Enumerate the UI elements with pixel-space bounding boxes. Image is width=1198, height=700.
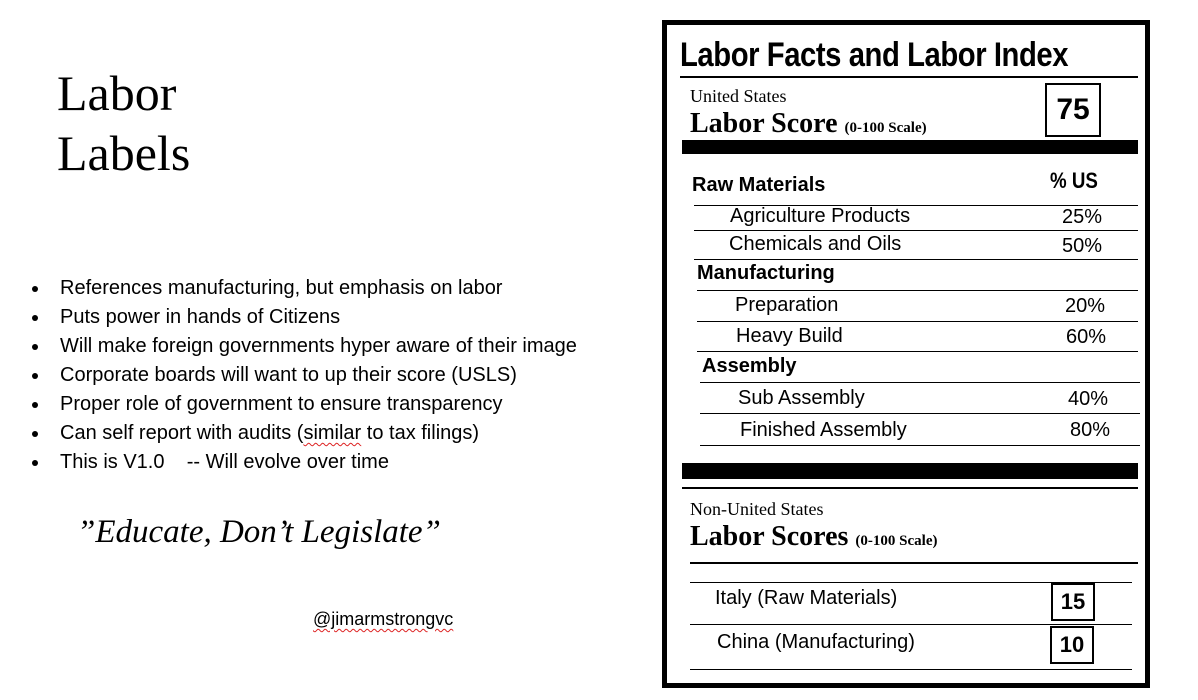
pct-heavy-build: 60% [1066,326,1107,348]
row-divider [690,624,1132,625]
bullet-item [30,303,577,332]
row-divider [694,230,1138,231]
us-country-name: United States [690,86,787,106]
bullet-text: Will make foreign governments hyper aware of their image [60,335,577,357]
us-score-box [1045,83,1101,137]
bullet-text: This is V1.0 -- Will evolve over time [60,451,389,473]
pct-agriculture-products: 25% [1062,206,1103,228]
row-divider [700,445,1140,446]
us-score-label [690,108,927,140]
row-divider [697,351,1138,352]
bullet-dot-icon [32,431,38,437]
bullet-dot-icon [32,402,38,408]
bullet-text: to tax filings) [361,422,480,444]
section-raw-materials: Raw Materials [692,174,826,196]
row-finished-assembly: Finished Assembly [740,419,907,441]
bullet-dot-icon [32,460,38,466]
pct-preparation: 20% [1065,295,1106,317]
bullet-item [30,361,577,390]
row-divider [700,413,1140,414]
bullet-dot-icon [32,286,38,292]
row-preparation: Preparation [735,294,839,316]
non-us-score-label [690,521,937,553]
divider [690,562,1138,564]
row-divider [694,259,1138,260]
china-score-value: 10 [1059,632,1085,657]
row-divider [697,321,1138,322]
quote: ”Educate, Don’t Legislate” [77,514,441,550]
pct-chemicals-and-oils: 50% [1062,235,1103,257]
bullet-text: Puts power in hands of Citizens [60,306,341,328]
divider [680,76,1138,78]
non-us-score-label-text: Labor Scores [690,521,849,552]
china-score-box [1050,626,1094,664]
row-heavy-build: Heavy Build [736,325,843,347]
section-assembly: Assembly [702,355,797,377]
bullet-text: Proper role of government to ensure transparency [60,393,503,415]
author-handle: @jimarmstrongvc [313,609,454,629]
non-us-country-name: Non-United States [690,499,824,519]
divider [682,487,1138,489]
us-score-label-text: Labor Score [690,108,838,139]
non-us-scale-note: (0-100 Scale) [855,533,938,549]
bullet-item [30,332,577,361]
row-italy: Italy (Raw Materials) [715,587,898,609]
bullet-list [30,274,577,477]
bullet-text: Corporate boards will want to up their score (USLS) [60,364,517,386]
slide-title-line-1: Labor [57,65,177,121]
bullet-dot-icon [32,373,38,379]
row-sub-assembly: Sub Assembly [738,387,865,409]
bullet-text: Can self report with audits ( [60,422,304,444]
spellcheck-flagged-word: similar [303,422,362,444]
slide-title [57,63,190,183]
bullet-item [30,448,577,477]
pct-sub-assembly: 40% [1068,388,1109,410]
row-divider [700,382,1140,383]
us-score-value: 75 [1056,93,1090,126]
thick-divider [682,140,1138,154]
bullet-dot-icon [32,315,38,321]
column-header-pct-us: % US [1050,168,1098,193]
thick-divider [682,463,1138,479]
bullet-dot-icon [32,344,38,350]
row-divider [690,669,1132,670]
row-china: China (Manufacturing) [717,631,915,653]
italy-score-value: 15 [1060,589,1086,614]
bullet-item [30,419,577,448]
bullet-item [30,274,577,303]
bullet-item [30,390,577,419]
row-agriculture-products: Agriculture Products [730,205,911,227]
pct-finished-assembly: 80% [1070,419,1111,441]
row-chemicals-and-oils: Chemicals and Oils [729,233,902,255]
row-divider [697,290,1138,291]
bullet-text: References manufacturing, but emphasis on labor [60,277,503,299]
italy-score-box [1051,583,1095,621]
section-manufacturing: Manufacturing [697,262,835,284]
us-scale-note: (0-100 Scale) [844,120,927,136]
label-title: Labor Facts and Labor Index [680,36,1069,74]
slide-title-line-2: Labels [57,125,191,181]
